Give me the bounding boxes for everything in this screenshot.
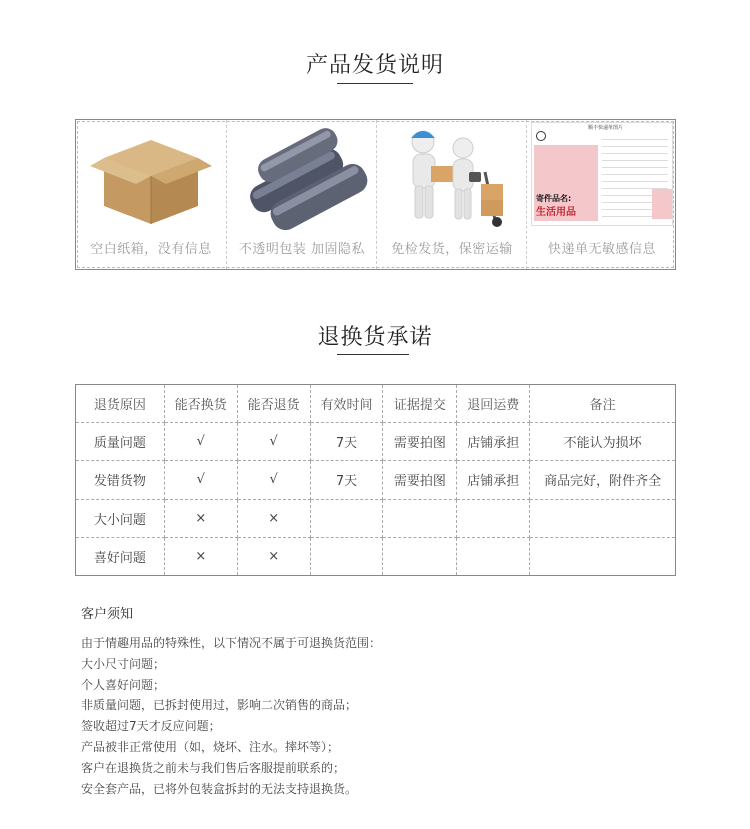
- shipping-caption: 免检发货，保密运输: [391, 242, 513, 257]
- table-header-cell: 能否退货: [237, 385, 310, 423]
- shipping-item-bags: [226, 120, 376, 269]
- returns-table: [75, 384, 676, 576]
- customer-notice: [81, 603, 681, 799]
- table-header-cell: 退回运费: [457, 385, 530, 423]
- shipping-title-underline: [337, 83, 413, 84]
- notice-line: 个人喜好问题；: [81, 677, 166, 692]
- table-cell: ×: [164, 537, 237, 575]
- notice-line: 大小尺寸问题；: [81, 656, 166, 671]
- table-cell: [530, 499, 676, 537]
- table-cell: [530, 537, 676, 575]
- table-cell: 7天: [310, 461, 383, 499]
- table-header-cell: 能否换货: [164, 385, 237, 423]
- table-cell: [383, 537, 457, 575]
- table-header-row: [76, 385, 676, 423]
- shipping-caption: 不透明包装 加固隐私: [238, 242, 366, 257]
- shipping-panel: [75, 119, 676, 270]
- returns-title: 退换货承诺: [317, 325, 433, 350]
- table-cell: 大小问题: [76, 499, 165, 537]
- waybill-image: [531, 122, 673, 226]
- waybill-product-name: 生活用品: [536, 207, 576, 218]
- table-cell: 喜好问题: [76, 537, 165, 575]
- table-cell: 需要拍图: [383, 423, 457, 461]
- shipping-caption: 空白纸箱，没有信息: [90, 242, 212, 257]
- notice-line: 签收超过7天才反应问题；: [81, 719, 221, 734]
- cardboard-box-icon: [76, 120, 226, 234]
- table-cell: 不能认为损坏: [530, 423, 676, 461]
- table-cell: [457, 499, 530, 537]
- shipping-item-delivery: [376, 120, 526, 269]
- table-header-cell: 备注: [530, 385, 676, 423]
- table-header-cell: 退货原因: [76, 385, 165, 423]
- notice-line: 非质量问题，已拆封使用过，影响二次销售的商品；: [81, 698, 358, 713]
- table-cell: √: [237, 461, 310, 499]
- waybill-header: 顺丰快递单图片: [588, 125, 624, 131]
- table-cell: [383, 499, 457, 537]
- table-row: [76, 537, 676, 575]
- notice-title: 客户须知: [81, 607, 134, 622]
- table-cell: 店铺承担: [457, 461, 530, 499]
- table-cell: 发错货物: [76, 461, 165, 499]
- table-cell: [310, 537, 383, 575]
- notice-line: 安全套产品，已将外包装盒拆封的无法支持退换货。: [81, 781, 358, 796]
- table-cell: √: [164, 423, 237, 461]
- waybill-product-label: 寄件品名:: [536, 194, 572, 203]
- table-header-cell: 证据提交: [383, 385, 457, 423]
- table-cell: 质量问题: [76, 423, 165, 461]
- table-cell: ×: [237, 537, 310, 575]
- shipping-caption: 快递单无敏感信息: [547, 242, 656, 257]
- delivery-figures-icon: [377, 120, 527, 234]
- shipping-item-waybill: [526, 120, 676, 269]
- returns-title-underline: [337, 354, 409, 355]
- mailer-bags-icon: [227, 120, 377, 234]
- table-row: [76, 499, 676, 537]
- table-cell: 店铺承担: [457, 423, 530, 461]
- table-cell: 需要拍图: [383, 461, 457, 499]
- notice-line: 由于情趣用品的特殊性，以下情况不属于可退换货范围：: [81, 636, 382, 650]
- notice-line: 客户在退换货之前未与我们售后客服提前联系的；: [81, 760, 346, 775]
- table-cell: ×: [164, 499, 237, 537]
- table-cell: 7天: [310, 423, 383, 461]
- table-cell: [457, 537, 530, 575]
- table-cell: [310, 499, 383, 537]
- waybill-pink-corner: [652, 189, 672, 219]
- table-cell: √: [164, 461, 237, 499]
- shipping-item-box: [76, 120, 226, 269]
- table-header-cell: 有效时间: [310, 385, 383, 423]
- notice-line: 产品被非正常使用（如，烧坏、注水。摔坏等）；: [81, 739, 340, 754]
- table-cell: ×: [237, 499, 310, 537]
- waybill-logo-icon: [536, 131, 546, 141]
- table-cell: √: [237, 423, 310, 461]
- table-cell: 商品完好，附件齐全: [530, 461, 676, 499]
- shipping-title: 产品发货说明: [305, 53, 444, 78]
- table-row: [76, 461, 676, 499]
- table-row: [76, 423, 676, 461]
